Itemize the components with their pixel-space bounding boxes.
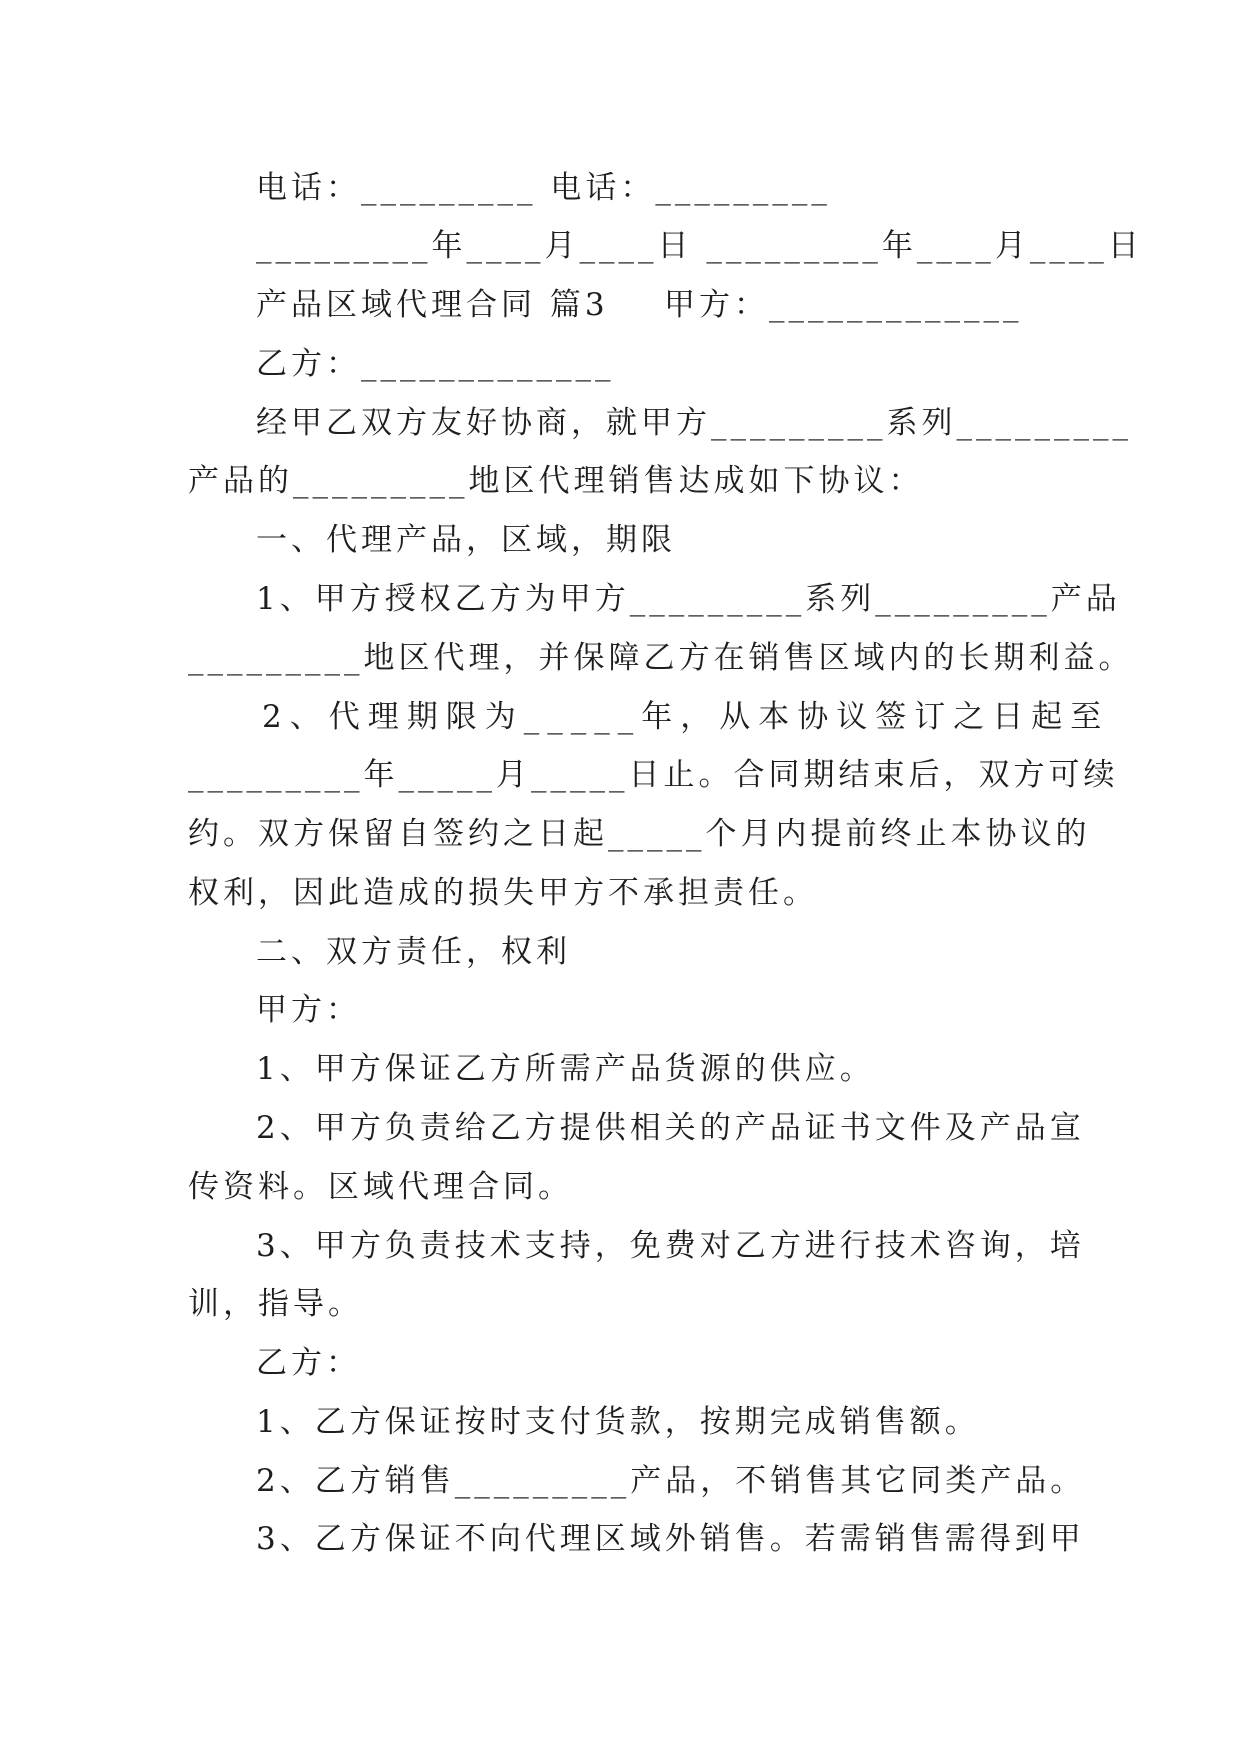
clause-1-2-line-2: _________年_____月_____日止。合同期结束后，双方可续 bbox=[188, 757, 1119, 793]
phone-line: 电话：_________ 电话：_________ bbox=[256, 170, 831, 206]
party-a-clause-3-line-1: 3、甲方负责技术支持，免费对乙方进行技术咨询，培 bbox=[256, 1228, 1085, 1264]
clause-1-2-line-4: 权利，因此造成的损失甲方不承担责任。 bbox=[188, 875, 818, 911]
section-1-heading: 一、代理产品，区域，期限 bbox=[256, 522, 676, 558]
date-line: _________年____月____日 _________年____月____日 bbox=[256, 228, 1143, 264]
party-b-subheading: 乙方： bbox=[256, 1345, 361, 1381]
clause-1-1-line-1: 1、甲方授权乙方为甲方_________系列_________产品 bbox=[256, 581, 1121, 617]
party-a-clause-1: 1、甲方保证乙方所需产品货源的供应。 bbox=[256, 1051, 875, 1087]
party-b-clause-1: 1、乙方保证按时支付货款，按期完成销售额。 bbox=[256, 1404, 980, 1440]
clause-1-1-line-2: _________地区代理，并保障乙方在销售区域内的长期利益。 bbox=[188, 640, 1134, 676]
clause-1-2-line-1: 2、代理期限为_____年，从本协议签订之日起至 bbox=[262, 699, 1110, 735]
intro-paragraph-line-2: 产品的_________地区代理销售达成如下协议： bbox=[188, 463, 924, 499]
party-b-line: 乙方：_____________ bbox=[256, 346, 615, 382]
intro-paragraph-line-1: 经甲乙双方友好协商，就甲方_________系列_________ bbox=[256, 405, 1132, 441]
section-2-heading: 二、双方责任，权利 bbox=[256, 934, 571, 970]
party-b-clause-3: 3、乙方保证不向代理区域外销售。若需销售需得到甲 bbox=[256, 1521, 1085, 1557]
party-a-subheading: 甲方： bbox=[256, 992, 361, 1028]
party-b-clause-2: 2、乙方销售_________产品，不销售其它同类产品。 bbox=[256, 1463, 1086, 1499]
clause-1-2-line-3: 约。双方保留自签约之日起_____个月内提前终止本协议的 bbox=[188, 816, 1091, 852]
party-a-clause-2-line-1: 2、甲方负责给乙方提供相关的产品证书文件及产品宣 bbox=[256, 1110, 1085, 1146]
contract-title-party-a-line: 产品区域代理合同 篇3 甲方：_____________ bbox=[256, 287, 1023, 323]
party-a-clause-3-line-2: 训，指导。 bbox=[188, 1286, 363, 1322]
party-a-clause-2-line-2: 传资料。区域代理合同。 bbox=[188, 1169, 573, 1205]
